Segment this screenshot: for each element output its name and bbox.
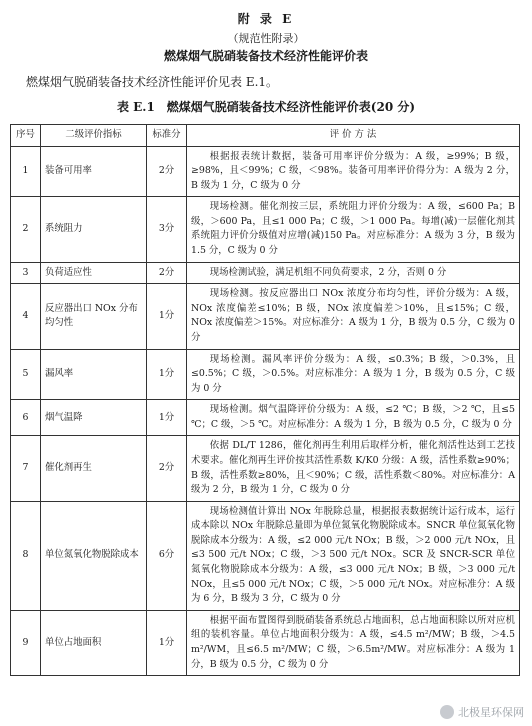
row-method: 现场检测试验，满足机组不同负荷要求，2 分，否则 0 分 xyxy=(187,262,520,284)
row-number: 6 xyxy=(11,400,41,436)
table-caption: 表 E.1 燃煤烟气脱硝装备技术经济性能评价表(20 分) xyxy=(116,100,416,114)
row-number: 3 xyxy=(11,262,41,284)
column-header-method: 评 价 方 法 xyxy=(187,125,520,147)
row-score: 1分 xyxy=(147,400,187,436)
column-header-indicator: 二级评价指标 xyxy=(41,125,147,147)
row-indicator: 单位氮氧化物脱除成本 xyxy=(41,501,147,610)
table-row xyxy=(11,400,520,436)
evaluation-table xyxy=(10,124,520,676)
row-method: 根据平面布置图得到脱硝装备系统总占地面积，总占地面积除以所对应机组的装机容量。单位占地面积分级为：A 级，≤4.5 m²/MW；B 级，＞4.5 m²/WM，且≤6.5 m²/MW；C 级，＞6.5m²/MW。对应标准分：A 级为 1 分，B 级为 0.5 分，C 级为 0 分 xyxy=(187,610,520,675)
appendix-title: 燃煤烟气脱硝装备技术经济性能评价表 xyxy=(163,49,368,63)
row-score: 2分 xyxy=(147,146,187,197)
row-indicator: 催化剂再生 xyxy=(41,436,147,501)
table-row xyxy=(11,349,520,400)
row-indicator: 单位占地面积 xyxy=(41,610,147,675)
row-method: 现场检测值计算出 NOx 年脱除总量，根据报表数据统计运行成本，运行成本除以 NOx 年脱除总量即为单位氮氧化物脱除成本。SNCR 单位氮氧化物脱除成本分级为：A 级，≤2 000 元/t NOx；B 级，＞2 000 元/t NOx，且≤3 500 元/t NOx；C 级，＞3 500 元/t NOx。SCR 及 SNCR-SCR 单位氮氧化物脱除成本分级为：A 级，≤3 000 元/t NOx；B 级，＞3 000 元/t NOx，且≤5 000 元/t NOx；C 级，＞5 000 元/t NOx。对应标准分：A 级为 6 分，B 级为 3 分，C 级为 0 分 xyxy=(187,501,520,610)
table-row xyxy=(11,501,520,610)
row-number: 4 xyxy=(11,284,41,349)
row-indicator: 系统阻力 xyxy=(41,197,147,262)
row-score: 2分 xyxy=(147,262,187,284)
normative-label: （规范性附录） xyxy=(227,32,305,45)
row-score: 1分 xyxy=(147,284,187,349)
intro-paragraph: 燃煤烟气脱硝装备技术经济性能评价见表 E.1。 xyxy=(26,75,279,89)
row-indicator: 装备可用率 xyxy=(41,146,147,197)
table-row xyxy=(11,262,520,284)
row-method: 现场检测。漏风率评价分级为：A 级，≤0.3%；B 级，＞0.3%，且≤0.5%；C 级，＞0.5%。对应标准分：A 级为 1 分，B 级为 0.5 分，C 级为 0 分 xyxy=(187,349,520,400)
row-indicator: 负荷适应性 xyxy=(41,262,147,284)
appendix-heading: 附 录 E xyxy=(237,12,295,26)
row-number: 7 xyxy=(11,436,41,501)
row-number: 8 xyxy=(11,501,41,610)
table-row xyxy=(11,610,520,675)
row-score: 6分 xyxy=(147,501,187,610)
row-number: 5 xyxy=(11,349,41,400)
row-indicator: 反应器出口 NOx 分布均匀性 xyxy=(41,284,147,349)
row-indicator: 烟气温降 xyxy=(41,400,147,436)
table-row xyxy=(11,284,520,349)
row-score: 1分 xyxy=(147,610,187,675)
row-number: 9 xyxy=(11,610,41,675)
row-method: 现场检测。烟气温降评价分级为：A 级，≤2 ℃；B 级，＞2 ℃，且≤5 ℃；C 级，＞5 ℃。对应标准分：A 级为 1 分，B 级为 0.5 分，C 级为 0 分 xyxy=(187,400,520,436)
row-number: 1 xyxy=(11,146,41,197)
column-header-no: 序号 xyxy=(11,125,41,147)
table-row xyxy=(11,146,520,197)
column-header-score: 标准分 xyxy=(147,125,187,147)
watermark-text: 北极星环保网 xyxy=(458,706,524,719)
row-score: 2分 xyxy=(147,436,187,501)
watermark xyxy=(440,704,524,720)
row-method: 根据报表统计数据，装备可用率评价分级为：A 级，≥99%；B 级，≥98%，且＜99%；C 级，＜98%。装备可用率评价得分为：A 级为 2 分，B 级为 1 分，C 级为 0 分 xyxy=(187,146,520,197)
row-method: 现场检测。按反应器出口 NOx 浓度分布均匀性，评价分级为：A 级，NOx 浓度偏差≤10%；B 级，NOx 浓度偏差＞10%，且≤15%；C 级，NOx 浓度偏差＞15%。对应标准分：A 级为 1 分，B 级为 0.5 分，C 级为 0 分 xyxy=(187,284,520,349)
row-score: 1分 xyxy=(147,349,187,400)
table-row xyxy=(11,197,520,262)
table-header-row xyxy=(11,125,520,147)
row-score: 3分 xyxy=(147,197,187,262)
wechat-icon xyxy=(440,705,454,719)
row-method: 现场检测。催化剂按三层，系统阻力评价分级为：A 级，≤600 Pa；B 级，＞600 Pa，且≤1 000 Pa；C 级，＞1 000 Pa。每增(减)一层催化剂其系统阻力评价分级值对应增(减)150 Pa。对应标准分：A 级为 3 分，B 级为 1.5 分，C 级为 0 分 xyxy=(187,197,520,262)
row-method: 依据 DL/T 1286，催化剂再生利用后取样分析，催化剂活性达到工艺技术要求。催化剂再生评价按其活性系数 K/K0 分级：A 级，活性系数≥90%；B 级，活性系数≥80%，且＜90%；C 级，活性系数＜80%。对应标准分：A 级为 2 分，B 级为 1 分，C 级为 0 分 xyxy=(187,436,520,501)
row-indicator: 漏风率 xyxy=(41,349,147,400)
table-row xyxy=(11,436,520,501)
row-number: 2 xyxy=(11,197,41,262)
